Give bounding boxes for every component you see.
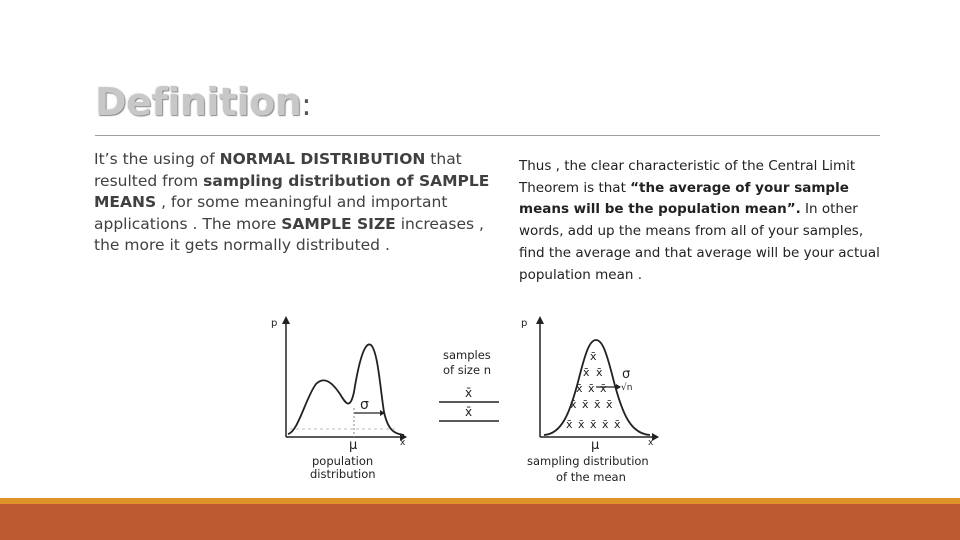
footer-accent-stripe — [0, 498, 960, 504]
axis-p-label: p — [271, 318, 278, 329]
xbar-mark: x̄ — [614, 418, 621, 431]
caption-line-1: sampling distribution — [527, 454, 649, 468]
xbar-mark: x̄ — [570, 398, 577, 411]
mu-symbol: μ — [591, 438, 600, 453]
xbar-label: x̄ — [465, 386, 473, 400]
axis-x-label: x — [400, 438, 406, 448]
xbar-mark: x̄ — [583, 366, 590, 379]
xbar-mark: x̄ — [602, 418, 609, 431]
text-segment: increases , the more it gets normally distributed . — [94, 214, 484, 254]
definition-paragraph — [94, 149, 494, 257]
bold-segment: “the average of your sample means will be the population mean”. — [519, 179, 849, 218]
text-segment: , for some meaningful and important applications . The more — [94, 193, 448, 233]
clt-paragraph — [519, 156, 881, 286]
xbar-mark: x̄ — [590, 350, 597, 363]
size-label: of size n — [443, 363, 491, 377]
axis-p-label: p — [521, 318, 528, 329]
slide-title — [95, 80, 311, 124]
text-segment: It’s the using of — [94, 150, 220, 168]
caption-line-1: population — [312, 454, 374, 468]
xbar-label: x̄ — [465, 405, 473, 419]
caption-line-2: distribution — [310, 467, 376, 481]
caption-line-2: of the mean — [556, 470, 626, 484]
footer-bar — [0, 498, 960, 540]
sigma-symbol: σ — [360, 397, 369, 413]
xbar-mark: x̄ — [596, 366, 603, 379]
xbar-stack — [566, 350, 621, 431]
title-colon: : — [301, 88, 311, 123]
xbar-mark: x̄ — [566, 418, 573, 431]
xbar-mark: x̄ — [590, 418, 597, 431]
bold-segment: NORMAL DISTRIBUTION — [219, 150, 426, 168]
text-segment: Thus , the clear characteristic of the Central Limit Theorem is that — [519, 158, 856, 196]
population-distribution-figure — [258, 312, 408, 487]
mu-symbol: μ — [349, 438, 358, 453]
xbar-mark: x̄ — [606, 398, 613, 411]
xbar-mark: x̄ — [600, 382, 607, 395]
title-divider — [95, 135, 880, 136]
xbar-mark: x̄ — [582, 398, 589, 411]
xbar-mark: x̄ — [578, 418, 585, 431]
title-text: Definition — [95, 80, 302, 124]
sigma-symbol: σ — [622, 367, 631, 382]
sampling-arrow-figure — [437, 345, 505, 435]
root-n-symbol: √n — [621, 383, 633, 393]
axis-x-label: x — [648, 438, 654, 448]
bold-segment: SAMPLE SIZE — [281, 214, 396, 233]
xbar-mark: x̄ — [588, 382, 595, 395]
sampling-distribution-figure — [512, 312, 672, 487]
xbar-mark: x̄ — [576, 382, 583, 395]
xbar-mark: x̄ — [594, 398, 601, 411]
bold-segment: sampling distribution of SAMPLE MEANS — [94, 171, 490, 211]
text-segment: that resulted from — [94, 150, 462, 190]
samples-label: samples — [443, 348, 491, 362]
text-segment: In other words, add up the means from all of your samples, find the average and that average will be your actual population mean . — [519, 201, 880, 283]
